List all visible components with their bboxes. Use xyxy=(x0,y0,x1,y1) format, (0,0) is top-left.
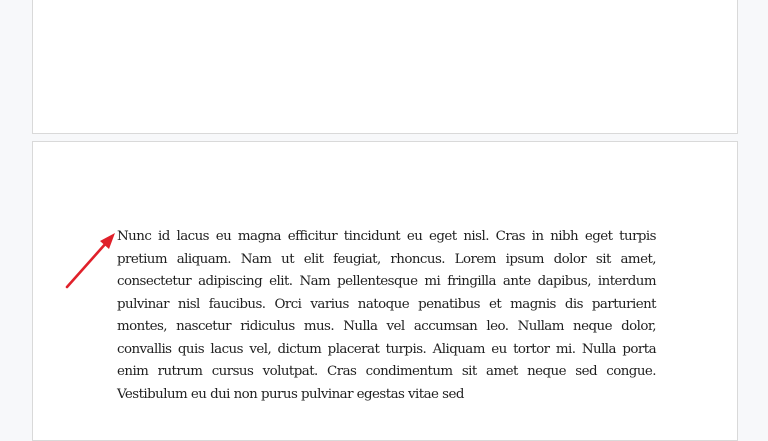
document-page-current xyxy=(32,141,738,441)
red-arrow-icon xyxy=(60,228,120,292)
document-page-previous xyxy=(32,0,738,134)
document-paragraph[interactable]: Nunc id lacus eu magna efficitur tincidunt eu eget nisl. Cras in nibh eget turpis pretium aliquam. Nam ut elit feugiat, rhoncus. Lorem ipsum dolor sit amet, consectetur adipiscing elit. Nam pellentesque mi fringilla ante dapibus, interdum pulvinar nisl faucibus. Orci varius natoque penatibus et magnis dis parturient montes, nascetur ridiculus mus. Nulla vel accumsan leo. Nullam neque dolor, convallis quis lacus vel, dictum placerat turpis. Aliquam eu tortor mi. Nulla porta enim rutrum cursus volutpat. Cras condimentum sit amet neque sed congue. Vestibulum eu dui non purus pulvinar egestas vitae sed xyxy=(117,229,656,402)
